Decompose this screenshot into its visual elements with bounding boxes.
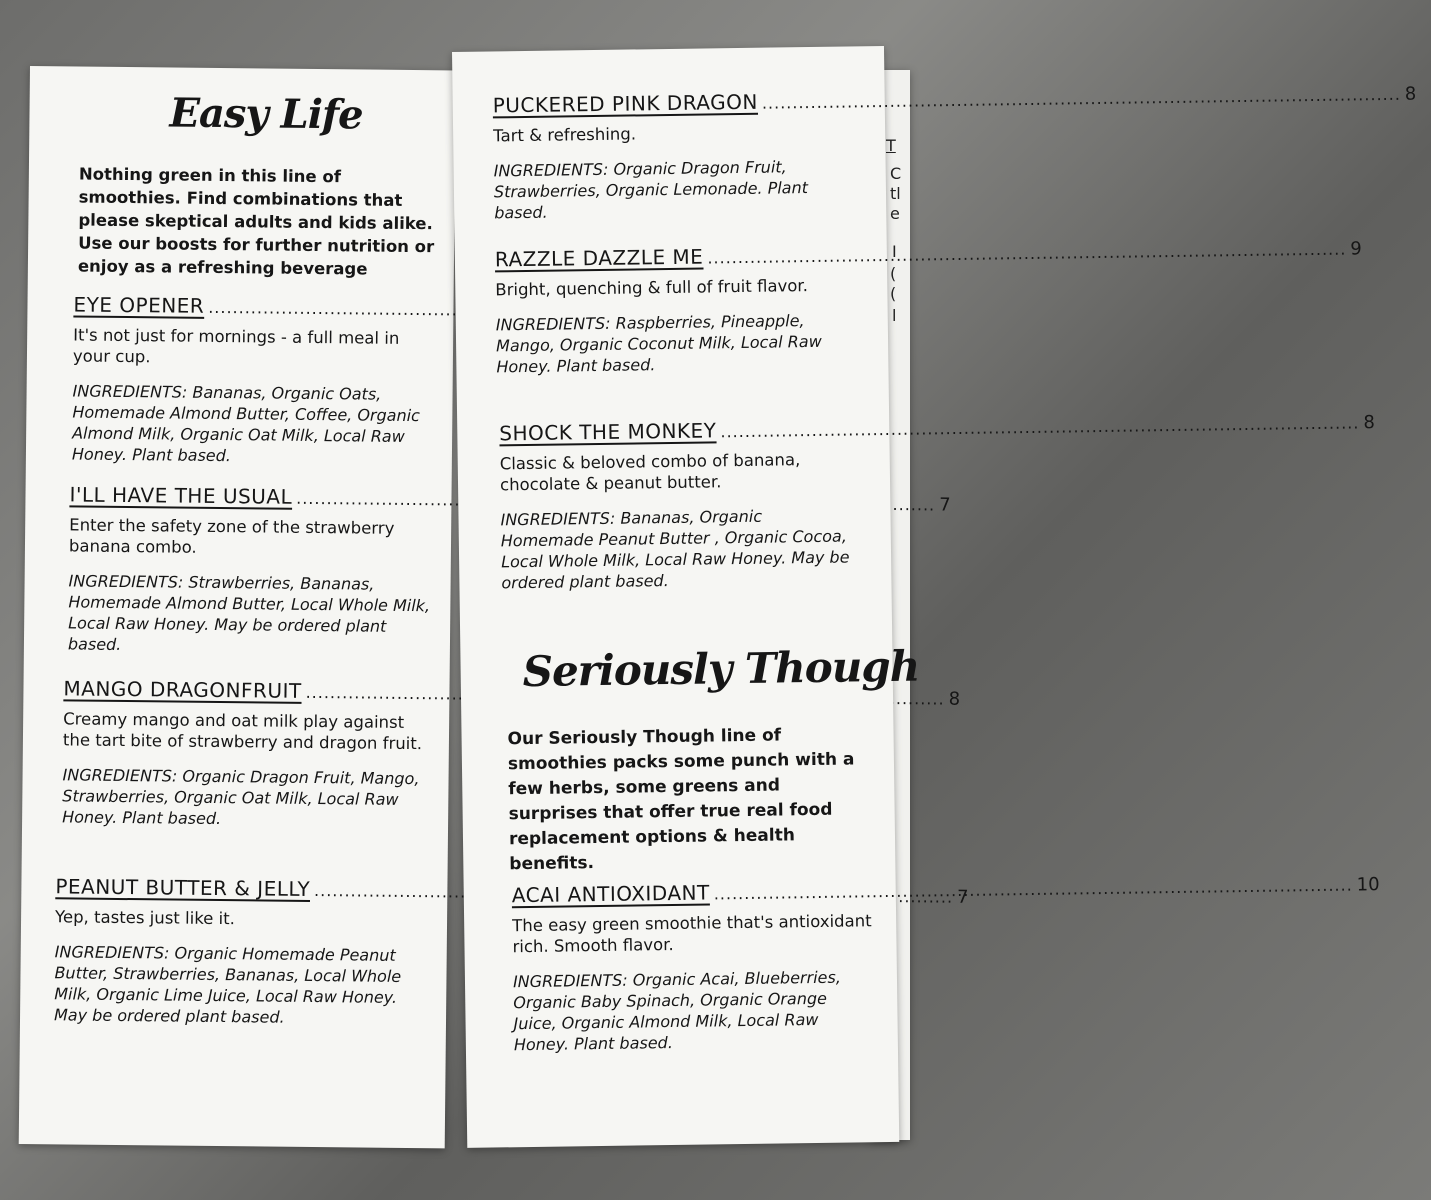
menu-item: [494, 238, 1362, 378]
item-ingredients: INGREDIENTS: Organic Dragon Fruit, Mango, Strawberries, Organic Oat Milk, Local Raw Honey. Plant based.: [62, 765, 420, 829]
item-ingredients: INGREDIENTS: Bananas, Organic Oats, Homemade Almond Butter, Coffee, Organic Almond Milk, Organic Oat Milk, Local Raw Honey. Plant based.: [71, 381, 421, 466]
item-name: RAZZLE DAZZLE ME: [494, 244, 704, 272]
item-description: The easy green smoothie that's antioxidant rich. Smooth flavor.: [512, 911, 872, 957]
item-ingredients: INGREDIENTS: Bananas, Organic Homemade Peanut Butter , Organic Cocoa, Local Whole Milk, Local Raw Honey. May be ordered plant based.: [500, 506, 850, 593]
edge-letter: (: [890, 264, 897, 283]
item-price: 8: [948, 688, 961, 710]
item-price: 9: [1350, 238, 1362, 260]
edge-letter: l: [892, 306, 897, 325]
item-description: Creamy mango and oat milk play against the tart bite of strawberry and dragon fruit.: [62, 709, 423, 754]
item-ingredients: INGREDIENTS: Organic Dragon Fruit, Strawberries, Organic Lemonade. Plant based.: [493, 157, 809, 223]
item-description: Yep, tastes just like it.: [54, 907, 236, 929]
item-price: 7: [956, 886, 969, 908]
item-name: MANGO DRAGONFRUIT: [63, 676, 302, 703]
item-ingredients: INGREDIENTS: Organic Acai, Blueberries, Organic Baby Spinach, Organic Orange Juice, Organic Almond Milk, Local Raw Honey. Plant based.: [512, 967, 841, 1055]
item-description: Classic & beloved combo of banana, chocolate & peanut butter.: [499, 450, 801, 495]
item-name: PUCKERED PINK DRAGON: [492, 89, 759, 118]
menu-item: [511, 874, 1380, 1055]
item-description: Bright, quenching & full of fruit flavor.: [495, 276, 809, 300]
edge-letter: e: [890, 204, 900, 223]
section-title-seriously-though: Seriously Though: [522, 641, 920, 697]
dot-leader: [720, 413, 1359, 441]
edge-letter: tl: [890, 184, 901, 203]
item-ingredients: INGREDIENTS: Raspberries, Pineapple, Mango, Organic Coconut Milk, Local Raw Honey. Plant based.: [495, 311, 822, 377]
dot-leader: [714, 876, 1353, 904]
menu-item: [72, 292, 434, 468]
item-ingredients: INGREDIENTS: Organic Homemade Peanut Butter, Strawberries, Bananas, Local Whole Milk, Organic Lime Juice, Local Raw Honey. May be ordered plant based.: [53, 942, 402, 1027]
item-name: SHOCK THE MONKEY: [499, 418, 717, 446]
item-price: 8: [1404, 83, 1417, 105]
item-name: I'LL HAVE THE USUAL: [69, 482, 293, 509]
item-name: ACAI ANTIOXIDANT: [511, 880, 710, 908]
dot-leader: [707, 240, 1346, 268]
item-description: Enter the safety zone of the strawberry banana combo.: [68, 515, 395, 557]
menu-page-right: [452, 46, 1417, 1148]
item-price: 8: [1363, 412, 1375, 434]
item-description: Tart & refreshing.: [493, 124, 637, 146]
item-price: 10: [1356, 874, 1380, 896]
item-description: It's not just for mornings - a full meal in your cup.: [72, 325, 400, 367]
item-ingredients: INGREDIENTS: Strawberries, Bananas, Homemade Almond Butter, Local Whole Milk, Local Raw Honey. May be ordered plant based.: [67, 571, 431, 654]
item-name: PEANUT BUTTER & JELLY: [55, 874, 311, 901]
menu-item: [499, 412, 1375, 593]
item-price: 7: [939, 494, 951, 516]
edge-letter: (: [890, 284, 897, 303]
section-intro: Nothing green in this line of smoothies. Find combinations that please skeptical adults and kids alike. Use our boosts for further nutrition or enjoy as a refreshing beverage: [77, 164, 435, 279]
dot-leader: [762, 85, 1401, 113]
section-intro: Our Seriously Though line of smoothies packs some punch with a few herbs, some greens and surprises that offer true real food replacement options & health benefits.: [507, 725, 855, 875]
edge-letter: T: [886, 136, 896, 155]
item-name: EYE OPENER: [73, 292, 205, 318]
edge-letter: I: [892, 242, 897, 261]
edge-letter: C: [890, 164, 902, 183]
section-title-easy-life: Easy Life: [169, 89, 363, 139]
